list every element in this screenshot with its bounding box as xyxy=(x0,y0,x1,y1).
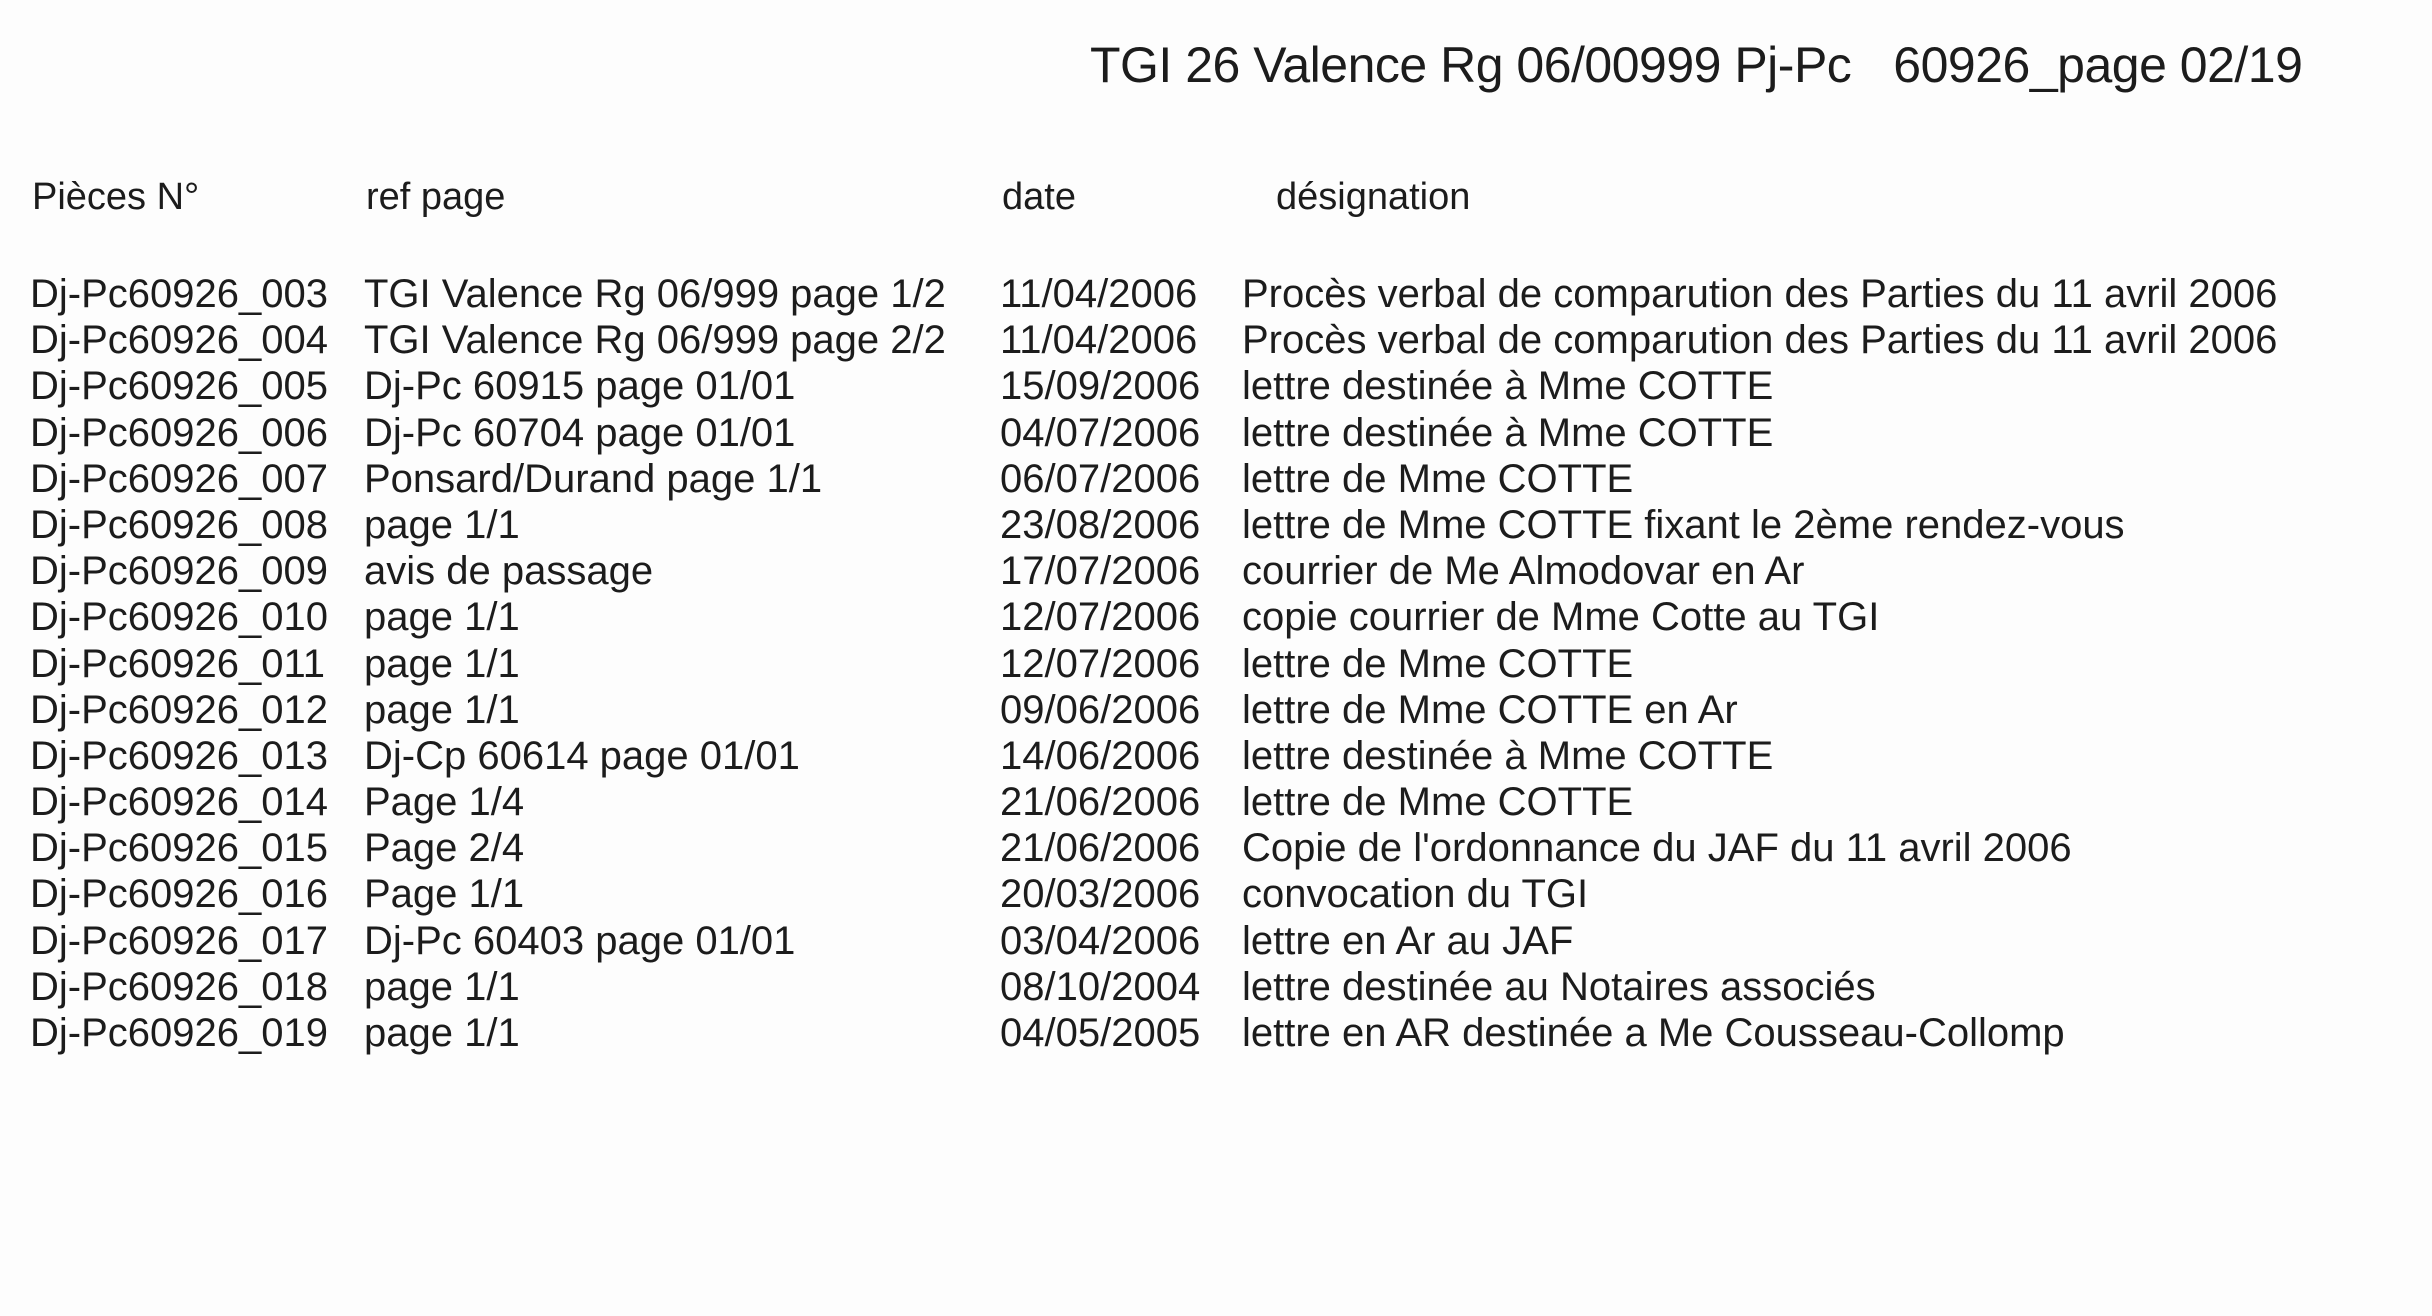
ref-page: avis de passage xyxy=(364,549,654,594)
ref-page: page 1/1 xyxy=(364,502,520,547)
date-cell: 08/10/2004 xyxy=(1000,964,1201,1009)
piece-number: Dj-Pc60926_015 xyxy=(30,826,328,871)
table-row xyxy=(0,457,2432,503)
table-row xyxy=(0,872,2432,918)
date-cell: 03/04/2006 xyxy=(1000,918,1201,963)
ref-page: Dj-Pc 60704 page 01/01 xyxy=(364,410,796,455)
piece-number: Dj-Pc60926_010 xyxy=(30,595,328,640)
ref-page: Dj-Pc 60403 page 01/01 xyxy=(364,918,796,963)
piece-number: Dj-Pc60926_003 xyxy=(30,272,328,316)
column-header-date: date xyxy=(1002,176,1076,218)
date-cell: 12/07/2006 xyxy=(1000,595,1201,640)
ref-page: Page 2/4 xyxy=(364,826,525,871)
table-row xyxy=(0,734,2432,780)
table-row xyxy=(0,272,2432,318)
piece-number: Dj-Pc60926_005 xyxy=(30,364,328,409)
date-cell: 23/08/2006 xyxy=(1000,502,1201,547)
designation-cell: Procès verbal de comparution des Parties du 11 avril 2006 xyxy=(1242,272,2278,316)
date-cell: 17/07/2006 xyxy=(1000,549,1201,594)
date-cell: 06/07/2006 xyxy=(1000,456,1201,501)
designation-cell: lettre de Mme COTTE fixant le 2ème rendez-vous xyxy=(1242,502,2125,547)
table-row xyxy=(0,919,2432,965)
designation-cell: lettre destinée à Mme COTTE xyxy=(1242,410,1774,455)
designation-cell: lettre de Mme COTTE xyxy=(1242,780,1634,825)
designation-cell: copie courrier de Mme Cotte au TGI xyxy=(1242,595,1880,640)
date-cell: 15/09/2006 xyxy=(1000,364,1201,409)
piece-number: Dj-Pc60926_018 xyxy=(30,964,328,1009)
piece-number: Dj-Pc60926_014 xyxy=(30,780,328,825)
designation-cell: lettre destinée à Mme COTTE xyxy=(1242,733,1774,778)
date-cell: 12/07/2006 xyxy=(1000,641,1201,686)
ref-page: Page 1/4 xyxy=(364,780,525,825)
date-cell: 04/05/2005 xyxy=(1000,1011,1201,1055)
table-row xyxy=(0,595,2432,641)
piece-number: Dj-Pc60926_016 xyxy=(30,872,328,917)
date-cell: 21/06/2006 xyxy=(1000,780,1201,825)
piece-number: Dj-Pc60926_013 xyxy=(30,733,328,778)
ref-page: page 1/1 xyxy=(364,964,520,1009)
date-cell: 21/06/2006 xyxy=(1000,826,1201,871)
table-row xyxy=(0,549,2432,595)
date-cell: 11/04/2006 xyxy=(1000,318,1198,363)
designation-cell: lettre en Ar au JAF xyxy=(1242,918,1574,963)
date-cell: 09/06/2006 xyxy=(1000,687,1201,732)
table-row xyxy=(0,318,2432,364)
designation-cell: lettre de Mme COTTE en Ar xyxy=(1242,687,1738,732)
designation-cell: lettre destinée à Mme COTTE xyxy=(1242,364,1774,409)
table-row xyxy=(0,780,2432,826)
designation-cell: Procès verbal de comparution des Parties du 11 avril 2006 xyxy=(1242,318,2278,363)
date-cell: 04/07/2006 xyxy=(1000,410,1201,455)
date-cell: 11/04/2006 xyxy=(1000,272,1198,316)
ref-page: page 1/1 xyxy=(364,595,520,640)
designation-cell: lettre de Mme COTTE xyxy=(1242,641,1634,686)
page-header xyxy=(1090,36,2302,94)
date-cell: 20/03/2006 xyxy=(1000,872,1201,917)
ref-page: page 1/1 xyxy=(364,641,520,686)
piece-number: Dj-Pc60926_007 xyxy=(30,456,328,501)
ref-page: Dj-Cp 60614 page 01/01 xyxy=(364,733,800,778)
designation-cell: courrier de Me Almodovar en Ar xyxy=(1242,549,1805,594)
column-header-ref-page: ref page xyxy=(366,176,506,218)
table-row xyxy=(0,826,2432,872)
column-header-piece: Pièces N° xyxy=(32,176,200,218)
date-cell: 14/06/2006 xyxy=(1000,733,1201,778)
designation-cell: Copie de l'ordonnance du JAF du 11 avril 2006 xyxy=(1242,826,2072,871)
table-row xyxy=(0,411,2432,457)
table-row xyxy=(0,1011,2432,1057)
designation-cell: convocation du TGI xyxy=(1242,872,1589,917)
table-row xyxy=(0,642,2432,688)
piece-number: Dj-Pc60926_011 xyxy=(30,641,326,686)
ref-page: TGI Valence Rg 06/999 page 2/2 xyxy=(364,318,946,363)
piece-number: Dj-Pc60926_019 xyxy=(30,1011,328,1055)
ref-page: page 1/1 xyxy=(364,1011,520,1055)
table-row xyxy=(0,503,2432,549)
piece-number: Dj-Pc60926_017 xyxy=(30,918,328,963)
piece-number: Dj-Pc60926_006 xyxy=(30,410,328,455)
table-row xyxy=(0,364,2432,410)
piece-number: Dj-Pc60926_008 xyxy=(30,502,328,547)
column-header-designation: désignation xyxy=(1276,176,1471,218)
designation-cell: lettre destinée au Notaires associés xyxy=(1242,964,1876,1009)
ref-page: Dj-Pc 60915 page 01/01 xyxy=(364,364,796,409)
pieces-list xyxy=(0,272,2432,1057)
designation-cell: lettre de Mme COTTE xyxy=(1242,456,1634,501)
ref-page: TGI Valence Rg 06/999 page 1/2 xyxy=(364,272,946,316)
table-row xyxy=(0,965,2432,1011)
piece-number: Dj-Pc60926_009 xyxy=(30,549,328,594)
piece-number: Dj-Pc60926_012 xyxy=(30,687,328,732)
piece-number: Dj-Pc60926_004 xyxy=(30,318,328,363)
designation-cell: lettre en AR destinée a Me Cousseau-Collomp xyxy=(1242,1011,2065,1055)
document-title: TGI 26 Valence Rg 06/00999 Pj-Pc xyxy=(1090,37,1852,93)
page-reference: 60926_page 02/19 xyxy=(1893,37,2303,93)
ref-page: Ponsard/Durand page 1/1 xyxy=(364,456,823,501)
ref-page: Page 1/1 xyxy=(364,872,525,917)
table-row xyxy=(0,688,2432,734)
ref-page: page 1/1 xyxy=(364,687,520,732)
